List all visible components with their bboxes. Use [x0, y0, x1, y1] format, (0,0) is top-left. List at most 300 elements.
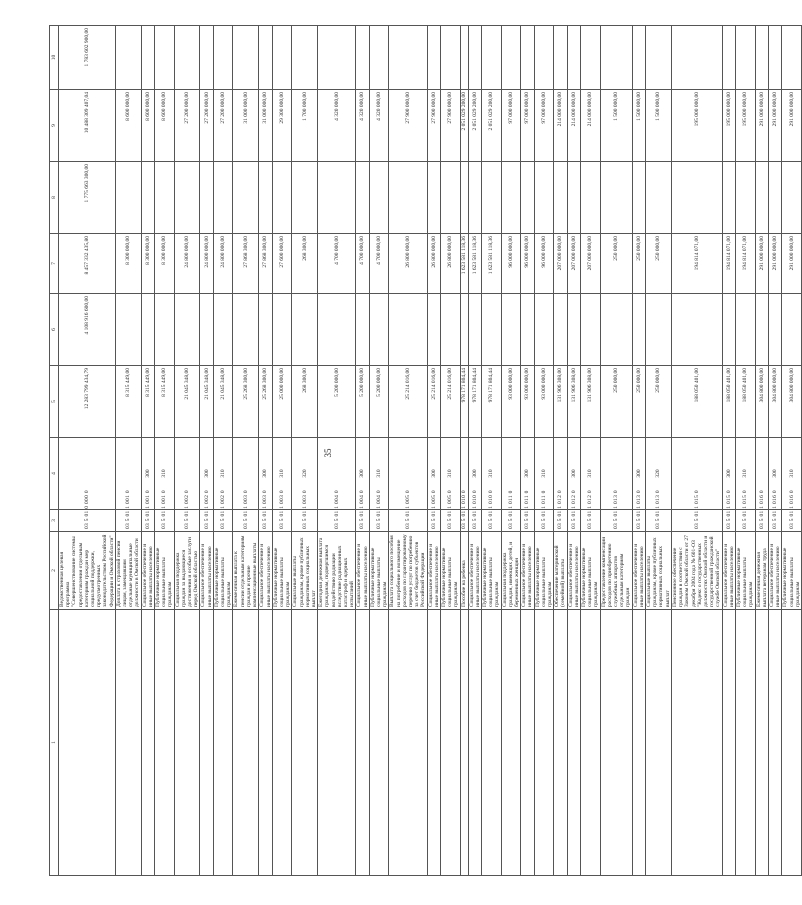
table-row: [482, 26, 502, 876]
amount-cell: 26 800 000,00: [389, 234, 427, 294]
target-code-cell: 03 5 01 1 010 0: [460, 510, 468, 532]
table-row: [200, 26, 213, 876]
expense-type-cell: 310: [213, 438, 233, 510]
row-name-cell: Социальное обеспечение и иные выплаты населению: [722, 532, 735, 610]
amount-cell: [782, 162, 802, 234]
target-code-cell: 03 5 01 1 004 0: [318, 510, 356, 532]
table-row: [272, 26, 292, 876]
row-name-cell: Ежемесячная выплата к пенсии отдельным категориям граждан и прочие компенсационные выплаты: [233, 532, 259, 610]
amount-cell: [200, 294, 213, 366]
amount-cell: 27 200 000,00: [213, 90, 233, 162]
col-header: 8: [50, 162, 59, 234]
amount-cell: [521, 294, 534, 366]
amount-cell: 24 800 000,00: [200, 234, 213, 294]
amount-cell: [735, 162, 755, 234]
target-code-cell: 03 5 01 1 011 0: [501, 510, 521, 532]
amount-cell: 268 300,00: [292, 234, 318, 294]
col-header: 4: [50, 438, 59, 510]
table-row: [427, 26, 440, 876]
row-index-cell: [174, 610, 200, 876]
amount-cell: [356, 26, 369, 90]
amount-cell: 25 000 000,00: [272, 366, 292, 438]
amount-cell: [722, 162, 735, 234]
table-row: [468, 26, 481, 876]
expense-type-cell: 300: [567, 438, 580, 510]
col-header: 7: [50, 234, 59, 294]
amount-cell: 250 000,00: [646, 366, 672, 438]
row-index-cell: [200, 610, 213, 876]
amount-cell: 25 214 016,00: [427, 366, 440, 438]
target-code-cell: 03 5 01 1 010 0: [468, 510, 481, 532]
amount-cell: 97 000 000,00: [534, 90, 554, 162]
row-name-cell: Публичные нормативные социальные выплаты гражданам: [369, 532, 389, 610]
row-index-cell: [521, 610, 534, 876]
amount-cell: [600, 26, 632, 90]
table-row: [755, 26, 768, 876]
row-index-cell: [482, 610, 502, 876]
amount-cell: [768, 162, 781, 234]
target-code-cell: 03 5 01 1 013 0: [646, 510, 672, 532]
amount-cell: [554, 294, 567, 366]
expense-type-cell: 310: [735, 438, 755, 510]
row-index-cell: [460, 610, 468, 876]
target-code-cell: 03 5 01 1 015 0: [722, 510, 735, 532]
amount-cell: 4 700 000,00: [318, 234, 356, 294]
target-code-cell: 03 5 01 1 005 0: [427, 510, 440, 532]
amount-cell: 250 000,00: [646, 234, 672, 294]
amount-cell: 21 045 348,00: [200, 366, 213, 438]
amount-cell: 195 000 000,00: [671, 90, 722, 162]
row-index-cell: [259, 610, 272, 876]
row-name-cell: Предоставление компенсации расходов по приобретению служебных аппаратов отдельным категориям граждан: [600, 532, 632, 610]
row-name-cell: Социальное обеспечение и иные выплаты населению: [141, 532, 154, 610]
amount-cell: [646, 294, 672, 366]
amount-cell: [369, 162, 389, 234]
amount-cell: 188 050 401,00: [735, 366, 755, 438]
amount-cell: [632, 26, 645, 90]
amount-cell: [427, 162, 440, 234]
amount-cell: 25 268 300,00: [233, 366, 259, 438]
amount-cell: 268 300,00: [292, 366, 318, 438]
amount-cell: [460, 294, 468, 366]
expense-type-cell: 310: [369, 438, 389, 510]
amount-cell: [632, 162, 645, 234]
amount-cell: [567, 26, 580, 90]
table-row: [768, 26, 781, 876]
row-name-cell: Социальное обеспечение и иные выплаты населению: [259, 532, 272, 610]
col-header: 9: [50, 90, 59, 162]
target-code-cell: 03 5 01 1 003 0: [233, 510, 259, 532]
table-row: [115, 26, 141, 876]
amount-cell: 194 814 071,00: [671, 234, 722, 294]
row-index-cell: [59, 610, 116, 876]
amount-cell: [213, 294, 233, 366]
amount-cell: 131 906 308,00: [581, 366, 601, 438]
amount-cell: [671, 294, 722, 366]
amount-cell: 8 457 332 435,80: [59, 234, 116, 294]
expense-type-cell: 310: [534, 438, 554, 510]
amount-cell: 250 000,00: [600, 234, 632, 294]
expense-type-cell: 300: [521, 438, 534, 510]
row-name-cell: Социальное обеспечение и иные выплаты населению: [356, 532, 369, 610]
target-code-cell: 03 5 01 1 002 0: [213, 510, 233, 532]
row-index-cell: [567, 610, 580, 876]
amount-cell: [292, 26, 318, 90]
table-row: [292, 26, 318, 876]
target-code-cell: 03 5 01 1 016 0: [782, 510, 802, 532]
amount-cell: [174, 162, 200, 234]
amount-cell: [600, 162, 632, 234]
amount-cell: 8 300 000,00: [115, 234, 141, 294]
row-index-cell: [600, 610, 632, 876]
row-index-cell: [632, 610, 645, 876]
amount-cell: [233, 162, 259, 234]
amount-cell: 93 000 000,00: [521, 366, 534, 438]
amount-cell: 96 000 000,00: [521, 234, 534, 294]
amount-cell: 978 171 804,44: [468, 366, 481, 438]
amount-cell: 27 200 000,00: [200, 90, 213, 162]
amount-cell: [501, 26, 521, 90]
table-body: [59, 26, 802, 876]
amount-cell: 131 906 308,00: [554, 366, 567, 438]
row-name-cell: Ежемесячная денежная выплата ветеранам труда: [755, 532, 768, 610]
amount-cell: [233, 26, 259, 90]
amount-cell: 27 868 300,00: [259, 234, 272, 294]
amount-cell: [501, 294, 521, 366]
row-index-cell: [440, 610, 460, 876]
amount-cell: [389, 294, 427, 366]
amount-cell: [389, 162, 427, 234]
amount-cell: [233, 294, 259, 366]
row-name-cell: Социальное обеспечение и иные выплаты населению: [427, 532, 440, 610]
amount-cell: 4 108 916 600,00: [59, 294, 116, 366]
row-index-cell: [501, 610, 521, 876]
target-code-cell: 03 5 01 1 016 0: [755, 510, 768, 532]
amount-cell: 131 906 308,00: [567, 366, 580, 438]
amount-cell: [735, 294, 755, 366]
amount-cell: [318, 294, 356, 366]
row-index-cell: [755, 610, 768, 876]
amount-cell: 291 000 000,00: [782, 90, 802, 162]
row-name-cell: Ежегодная денежная выплата гражданам, подвергшимся воздействию радиации вследствие радиационных катастроф и ядерных испытаний: [318, 532, 356, 610]
amount-cell: [440, 26, 460, 90]
row-name-cell: Публичные нормативные социальные выплаты гражданам: [482, 532, 502, 610]
target-code-cell: 03 5 01 1 012 0: [554, 510, 567, 532]
table-row: [213, 26, 233, 876]
target-code-cell: 03 5 01 1 003 0: [272, 510, 292, 532]
amount-cell: 25 214 016,00: [389, 366, 427, 438]
amount-cell: [155, 294, 175, 366]
amount-cell: 96 000 000,00: [534, 234, 554, 294]
row-name-cell: Социальные выплаты гражданам, кроме публичных нормативных социальных выплат: [646, 532, 672, 610]
amount-cell: [200, 26, 213, 90]
amount-cell: 25 268 300,00: [259, 366, 272, 438]
amount-cell: [369, 294, 389, 366]
amount-cell: [554, 26, 567, 90]
amount-cell: 5 200 000,00: [318, 366, 356, 438]
amount-cell: [521, 26, 534, 90]
amount-cell: [259, 294, 272, 366]
target-code-cell: 03 5 01 1 001 0: [141, 510, 154, 532]
amount-cell: [460, 162, 468, 234]
expense-type-cell: 320: [292, 438, 318, 510]
table-row: [141, 26, 154, 876]
col-header: 1: [50, 610, 59, 876]
col-header: 2: [50, 532, 59, 610]
table-row: [567, 26, 580, 876]
amount-cell: 1 500 000,00: [600, 90, 632, 162]
row-name-cell: Публичные нормативные социальные выплаты гражданам: [735, 532, 755, 610]
budget-table: [49, 25, 802, 876]
row-index-cell: [272, 610, 292, 876]
row-name-cell: Социальное обеспечение и иные выплаты населению: [768, 532, 781, 610]
expense-type-cell: 310: [581, 438, 601, 510]
amount-cell: 93 000 000,00: [501, 366, 521, 438]
amount-cell: [646, 26, 672, 90]
amount-cell: [735, 26, 755, 90]
row-name-cell: Публичные нормативные социальные выплаты гражданам: [534, 532, 554, 610]
amount-cell: [141, 162, 154, 234]
amount-cell: 188 050 401,00: [671, 366, 722, 438]
amount-cell: 1 775 663 300,00: [59, 162, 116, 234]
row-name-cell: Публичные нормативные социальные выплаты гражданам: [440, 532, 460, 610]
amount-cell: 304 800 000,00: [755, 366, 768, 438]
amount-cell: 304 800 000,00: [782, 366, 802, 438]
amount-cell: 214 000 000,00: [554, 90, 567, 162]
amount-cell: [534, 26, 554, 90]
expense-type-cell: 310: [482, 438, 502, 510]
amount-cell: 207 000 000,00: [554, 234, 567, 294]
row-index-cell: [115, 610, 141, 876]
table-row: [318, 26, 356, 876]
expense-type-cell: 300: [200, 438, 213, 510]
table-row: [581, 26, 601, 876]
amount-cell: [534, 294, 554, 366]
target-code-cell: 03 5 01 1 005 0: [440, 510, 460, 532]
amount-cell: 978 171 804,44: [482, 366, 502, 438]
header-row: [50, 26, 59, 876]
amount-cell: 27 900 000,00: [440, 90, 460, 162]
amount-cell: [369, 26, 389, 90]
target-code-cell: 03 5 01 1 010 0: [482, 510, 502, 532]
amount-cell: 24 800 000,00: [213, 234, 233, 294]
amount-cell: [468, 26, 481, 90]
amount-cell: [427, 294, 440, 366]
amount-cell: [482, 26, 502, 90]
amount-cell: [755, 294, 768, 366]
amount-cell: 97 000 000,00: [521, 90, 534, 162]
table-row: [534, 26, 554, 876]
table-row: [735, 26, 755, 876]
table-row: [59, 26, 116, 876]
amount-cell: [768, 26, 781, 90]
row-name-cell: Ведомственная целевая программа "Совершенствование системы предоставления отдельным категориям граждан мер социальной поддержки, предусмотренных законодательством Российской Федерации и Омской области": [59, 532, 116, 610]
target-code-cell: 03 5 01 1 015 0: [735, 510, 755, 532]
amount-cell: 21 045 348,00: [174, 366, 200, 438]
amount-cell: [200, 162, 213, 234]
row-index-cell: [356, 610, 369, 876]
amount-cell: 4 320 000,00: [369, 90, 389, 162]
amount-cell: 250 000,00: [632, 234, 645, 294]
table-row: [233, 26, 259, 876]
amount-cell: [468, 294, 481, 366]
amount-cell: 10 488 309 407,04: [59, 90, 116, 162]
amount-cell: 12 283 799 434,79: [59, 366, 116, 438]
table-row: [632, 26, 645, 876]
amount-cell: [501, 162, 521, 234]
row-name-cell: Социальная поддержка граждан, имеющих детей, и беременных женщин: [501, 532, 521, 610]
target-code-cell: 03 5 01 1 004 0: [369, 510, 389, 532]
amount-cell: [427, 26, 440, 90]
target-code-cell: 03 5 01 1 002 0: [174, 510, 200, 532]
amount-cell: 4 320 000,00: [356, 90, 369, 162]
amount-cell: 8 315 449,00: [115, 366, 141, 438]
target-code-cell: 03 5 01 1 012 0: [581, 510, 601, 532]
table-row: [554, 26, 567, 876]
expense-type-cell: 310: [155, 438, 175, 510]
row-name-cell: Социальное обеспечение и иные выплаты населению: [521, 532, 534, 610]
amount-cell: [389, 26, 427, 90]
target-code-cell: 03 5 01 1 016 0: [768, 510, 781, 532]
amount-cell: [174, 294, 200, 366]
amount-cell: 194 814 071,00: [735, 234, 755, 294]
amount-cell: [768, 294, 781, 366]
target-code-cell: 03 5 01 1 002 0: [200, 510, 213, 532]
amount-cell: [272, 26, 292, 90]
amount-cell: 304 800 000,00: [768, 366, 781, 438]
row-name-cell: Социальное обеспечение и иные выплаты населению: [468, 532, 481, 610]
amount-cell: 207 000 000,00: [567, 234, 580, 294]
amount-cell: [755, 162, 768, 234]
amount-cell: 1 623 581 118,36: [482, 234, 502, 294]
table-row: [671, 26, 722, 876]
amount-cell: 1 623 581 118,36: [468, 234, 481, 294]
amount-cell: [356, 294, 369, 366]
row-name-cell: Доплата к страховой пенсии лицам, замещавшим отдельные муниципальные должности в Омской области: [115, 532, 141, 610]
row-index-cell: [141, 610, 154, 876]
expense-type-cell: 300: [259, 438, 272, 510]
target-code-cell: 03 5 01 1 001 0: [115, 510, 141, 532]
amount-cell: [722, 294, 735, 366]
amount-cell: [646, 162, 672, 234]
amount-cell: [272, 294, 292, 366]
amount-cell: [632, 294, 645, 366]
row-name-cell: Социальное обеспечение и иные выплаты населению: [567, 532, 580, 610]
amount-cell: 24 800 000,00: [174, 234, 200, 294]
row-name-cell: Социальная поддержка граждан за выдающиеся достижения и особые заслуги перед Омской областью: [174, 532, 200, 610]
amount-cell: 26 800 000,00: [440, 234, 460, 294]
amount-cell: 29 300 000,00: [272, 90, 292, 162]
target-code-cell: 03 5 01 1 003 0: [259, 510, 272, 532]
amount-cell: 96 000 000,00: [501, 234, 521, 294]
row-name-cell: Публичные нормативные социальные выплаты гражданам: [581, 532, 601, 610]
amount-cell: 8 600 000,00: [115, 90, 141, 162]
amount-cell: [567, 294, 580, 366]
row-index-cell: [427, 610, 440, 876]
amount-cell: [581, 294, 601, 366]
amount-cell: 27 868 300,00: [233, 234, 259, 294]
row-name-cell: Публичные нормативные социальные выплаты гражданам: [272, 532, 292, 610]
amount-cell: 27 600 000,00: [272, 234, 292, 294]
amount-cell: 1 783 602 900,00: [59, 26, 116, 90]
expense-type-cell: 310: [272, 438, 292, 510]
expense-type-cell: 300: [427, 438, 440, 510]
target-code-cell: 03 5 01 1 004 0: [356, 510, 369, 532]
amount-cell: 291 000 000,00: [768, 90, 781, 162]
amount-cell: 21 045 348,00: [213, 366, 233, 438]
amount-cell: [292, 162, 318, 234]
amount-cell: [155, 26, 175, 90]
row-name-cell: Социальное обеспечение и иные выплаты населению: [200, 532, 213, 610]
amount-cell: 188 050 401,00: [722, 366, 735, 438]
col-header: 10: [50, 26, 59, 90]
table-row: [174, 26, 200, 876]
amount-cell: [581, 26, 601, 90]
row-index-cell: [735, 610, 755, 876]
amount-cell: [671, 162, 722, 234]
amount-cell: [292, 294, 318, 366]
amount-cell: 1 500 000,00: [646, 90, 672, 162]
row-index-cell: [722, 610, 735, 876]
amount-cell: 5 200 000,00: [356, 366, 369, 438]
row-name-cell: Пособие на ребенка: [460, 532, 468, 610]
amount-cell: [115, 26, 141, 90]
target-code-cell: 03 5 01 1 005 0: [389, 510, 427, 532]
col-header: 6: [50, 294, 59, 366]
amount-cell: [318, 26, 356, 90]
amount-cell: 4 700 000,00: [356, 234, 369, 294]
table-row: [521, 26, 534, 876]
amount-cell: 26 800 000,00: [427, 234, 440, 294]
amount-cell: [272, 162, 292, 234]
amount-cell: [468, 162, 481, 234]
amount-cell: [213, 162, 233, 234]
amount-cell: 214 000 000,00: [581, 90, 601, 162]
amount-cell: [141, 26, 154, 90]
amount-cell: 1 500 000,00: [632, 90, 645, 162]
row-index-cell: [213, 610, 233, 876]
row-index-cell: [782, 610, 802, 876]
table-row: [356, 26, 369, 876]
amount-cell: [141, 294, 154, 366]
amount-cell: 195 000 000,00: [735, 90, 755, 162]
row-name-cell: Публичные нормативные социальные выплаты гражданам: [782, 532, 802, 610]
amount-cell: [440, 294, 460, 366]
target-code-cell: 03 5 01 1 013 0: [632, 510, 645, 532]
table-row: [259, 26, 272, 876]
amount-cell: [482, 162, 502, 234]
col-header: 5: [50, 366, 59, 438]
amount-cell: [755, 26, 768, 90]
amount-cell: 25 214 016,00: [440, 366, 460, 438]
row-name-cell: Пенсионное обеспечение граждан в соответствии с Законом Омской области от 27 декабря 2004 года № 601-ОЗ "Кодекс о государственных должностях Омской области и государственной гражданской службе Омской области": [671, 532, 722, 610]
amount-cell: [782, 26, 802, 90]
amount-cell: 5 200 000,00: [369, 366, 389, 438]
amount-cell: [567, 162, 580, 234]
amount-cell: [600, 294, 632, 366]
amount-cell: 1 623 581 118,36: [460, 234, 468, 294]
amount-cell: [318, 162, 356, 234]
amount-cell: [259, 162, 272, 234]
table-row: [501, 26, 521, 876]
row-index-cell: [581, 610, 601, 876]
table-row: [155, 26, 175, 876]
amount-cell: 4 320 000,00: [318, 90, 356, 162]
amount-cell: 8 600 000,00: [141, 90, 154, 162]
amount-cell: 194 814 071,00: [722, 234, 735, 294]
row-index-cell: [318, 610, 356, 876]
row-index-cell: [389, 610, 427, 876]
